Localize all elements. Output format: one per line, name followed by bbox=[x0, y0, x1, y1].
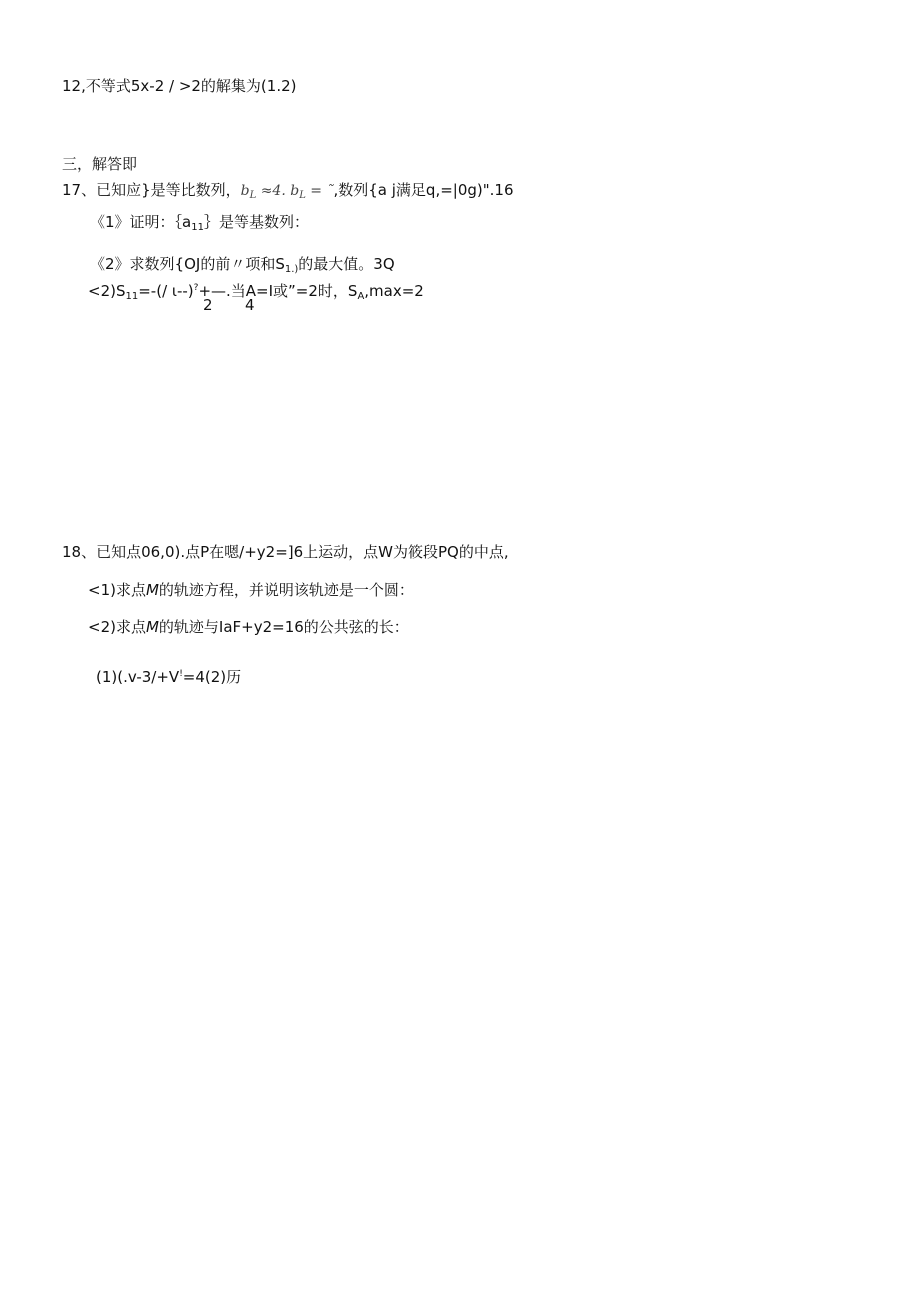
question-18 bbox=[62, 542, 509, 562]
q18-part-2: <2)求点M的轨迹与IaF+y2=16的公共弦的长： bbox=[88, 618, 409, 636]
q17-formula: $b_L \approx 4$. $b_L$ = ˜ bbox=[240, 183, 334, 201]
question-17 bbox=[62, 180, 514, 206]
q17-answer-denominator-4: 4 bbox=[245, 296, 255, 314]
section-heading bbox=[62, 154, 137, 174]
q17-prefix: 17、已知应}是等比数列， bbox=[62, 181, 241, 199]
q17-part-1: 《1》证明：$\{a_{11}\}$是等基数列： bbox=[90, 213, 309, 233]
q18-part-1: <1)求点M的轨迹方程，并说明该轨迹是一个圆： bbox=[88, 581, 414, 599]
question-12 bbox=[62, 76, 297, 96]
section-heading-text: 三，解答即 bbox=[62, 155, 138, 173]
q17-answer: $<2)S_{11}=-(/$ ι--)?+—.当A=I或”=2时，$S_A,\max=2$ bbox=[88, 282, 424, 302]
question-18-text: 18、已知点06,0).点P在嗯/+y2=]6上运动，点W为筱段PQ的中点, bbox=[62, 543, 509, 561]
q17-part-2: 《2》求数列{OJ的前〃项和$S_{1.)}$的最大值。3Q bbox=[90, 255, 395, 275]
q17-answer-denominator-2: 2 bbox=[203, 296, 213, 314]
q17-suffix: ,数列{a j满足q,=|0g)".16 bbox=[333, 181, 514, 199]
question-12-text: 12,不等式5x-2 / >2的解集为(1.2) bbox=[62, 77, 297, 95]
q18-answer: (1)(.v-3/+V!=4(2)历 bbox=[96, 668, 242, 686]
